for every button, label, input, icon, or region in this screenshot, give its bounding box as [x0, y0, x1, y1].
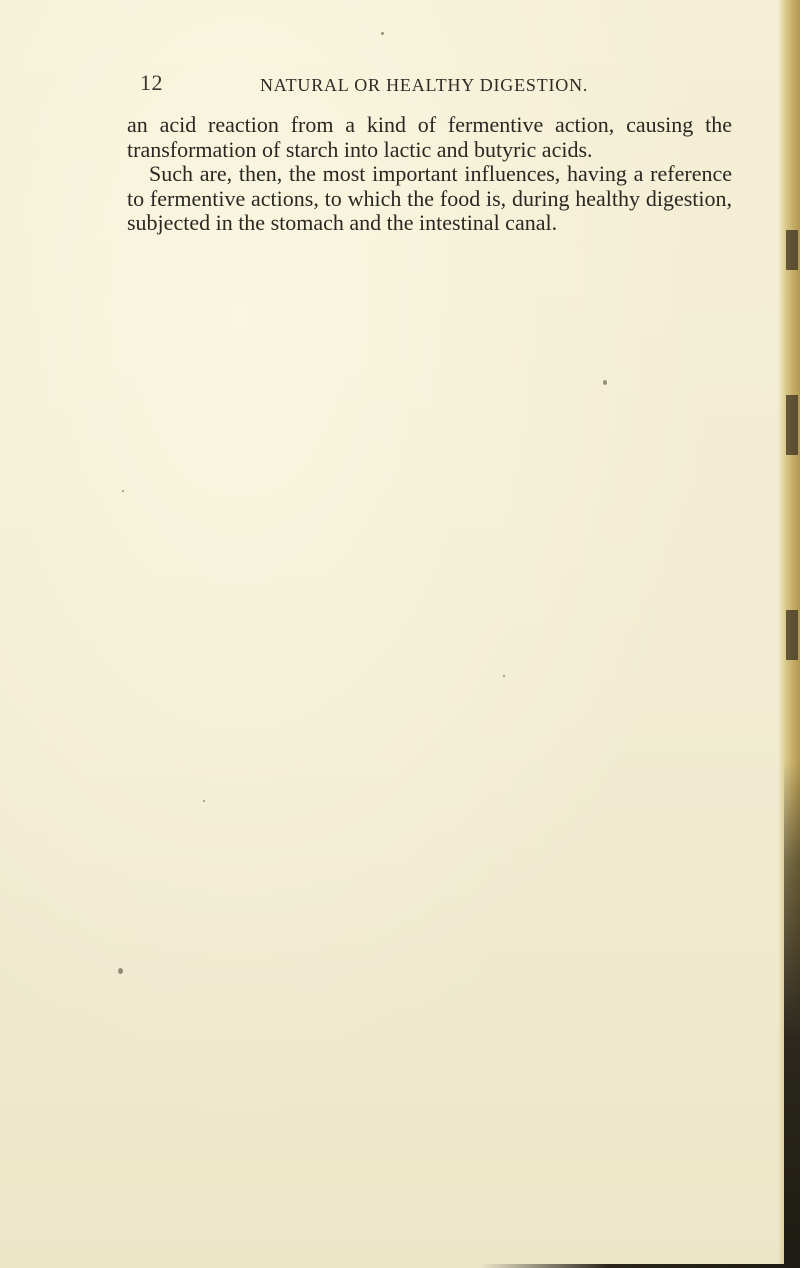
- page-bottom-shadow: [480, 1264, 800, 1268]
- paper-speck: [203, 800, 205, 802]
- body-text: [127, 113, 732, 236]
- paragraph-conclusion: Such are, then, the most important influences, having a reference to fermentive actions, to which the food is, during healthy digestion, subjected in the stomach and the intestinal canal.: [127, 161, 732, 235]
- paper-speck: [381, 32, 384, 35]
- paper-speck: [122, 490, 124, 492]
- paper-speck: [603, 380, 607, 385]
- page-header: [140, 70, 640, 100]
- paragraph-continuation: an acid reaction from a kind of fermentive action, causing the transformation of starch into lactic and butyric acids.: [127, 112, 732, 162]
- running-head: NATURAL OR HEALTHY DIGESTION.: [260, 75, 589, 95]
- page-edge-fleck: [786, 610, 798, 660]
- page-number: 12: [140, 70, 163, 95]
- page-edge-fleck: [786, 230, 798, 270]
- page-edge-fleck: [786, 395, 798, 455]
- paper-speck: [503, 675, 505, 677]
- paper-speck: [118, 968, 123, 974]
- page-edge-dark: [784, 760, 800, 1268]
